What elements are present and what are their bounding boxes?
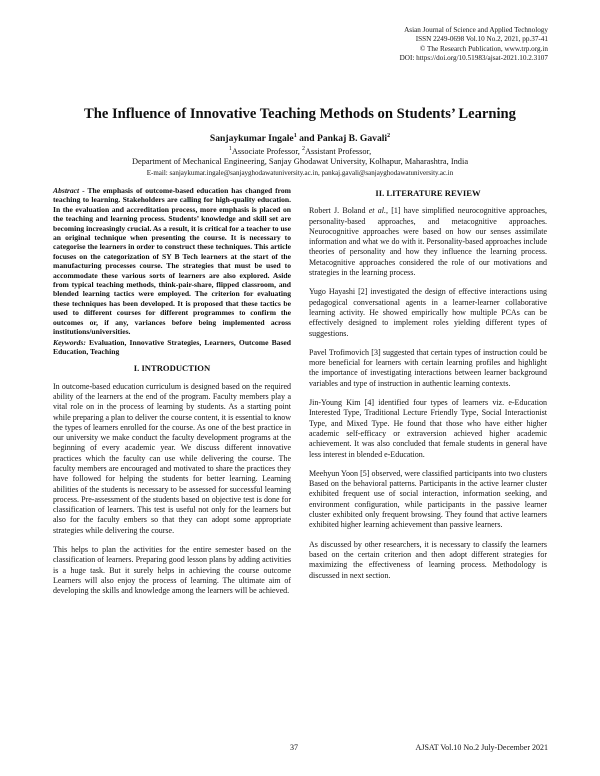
journal-issn: ISSN 2249-0698 Vol.10 No.2, 2021, pp.37-41 bbox=[415, 35, 548, 44]
paper-title: The Influence of Innovative Teaching Methods on Students’ Learning bbox=[84, 106, 516, 122]
introduction-heading: I. INTRODUCTION bbox=[133, 363, 211, 374]
lit-p1-etal: et al. bbox=[368, 206, 386, 216]
literature-paragraph-5: Meehyun Yoon [5] observed, were classified participants into two clusters Based on the behavioral patterns. Participants in the active learner cluster exhibited frequent use of social interaction, information seeking, and environment configuration, while participants in the passive learner cluster exhibited only frequent browsing. They found that active learners exhibited higher learning achievement than passive learners. bbox=[309, 468, 547, 530]
left-column bbox=[53, 186, 291, 597]
journal-doi[interactable]: DOI: https://doi.org/10.51983/ajsat-2021.10.2.3107 bbox=[399, 54, 548, 63]
author-department: Department of Mechanical Engineering, Sanjay Ghodawat University, Kolhapur, Maharashtra, India bbox=[131, 157, 469, 166]
author-2-sup: 2 bbox=[387, 133, 391, 139]
journal-name: Asian Journal of Science and Applied Technology bbox=[404, 26, 548, 34]
literature-review-heading: II. LITERATURE REVIEW bbox=[375, 188, 481, 198]
abstract bbox=[53, 186, 291, 337]
role-2: Assistant Professor, bbox=[304, 146, 372, 156]
lit-p1-text: , [1] have simplified neurocognitive approaches, personality-based approaches, and metacognitive approaches. Neurocognitive approaches were based on how our senses assimilate information and what we do with it. Personality-based approaches include theories of personality and how they influence the learning process. Metacognitive approaches considered the role of our motivations and strategies in the learning process. bbox=[309, 206, 548, 278]
abstract-label: Abstract bbox=[53, 186, 80, 195]
literature-paragraph-6: As discussed by other researchers, it is necessary to classify the learners based on the certain criterion and then adopt different strategies for maximizing the effectiveness of learning process. Methodology is discussed in next section. bbox=[309, 539, 547, 580]
role-1-sup: 1 bbox=[228, 146, 232, 152]
author-emails[interactable]: E-mail: sanjaykumar.ingale@sanjayghodawatuniversity.ac.in, pankaj.gavali@sanjayghodawatuniversity.ac.in bbox=[146, 169, 454, 177]
literature-paragraph-4: Jin-Young Kim [4] identified four types of learners viz. e-Education Interested Type, Traditional Lecture Friendly Type, Social Interactionist Type, and Mixed Type. He found that those who have either higher academic self-efficacy or extraversion achieved higher academic achievement. It was also concluded that female students in general have less interest in blended e-Education. bbox=[309, 398, 547, 459]
abstract-text: - The emphasis of outcome-based education has changed from teaching to learning. Stakeholders are calling for high-quality education. In the evaluation and accreditation process, more emphasis is placed on the teaching and learning process. Students’ knowledge and skill set are becoming increasingly crucial. As a result, it is critical for a teacher to use an original technique when presenting the course. It is necessary to categorise the learners in order to construct these techniques. This article focuses on the categorization of SY B Tech learners at the start of the manufacturing processes course. The strategies that must be used to accommodate these various sorts of learners are also explored. Aside from typical teaching methods, think-pair-share, flipped classroom, and blended learning tactics were employed. The criterion for evaluating these techniques has been developed. It is proposed that these tactics be used to different courses for different programmes to confirm the outcomes or, if any, variances before being implemented across institutions/universities. bbox=[53, 186, 291, 337]
author-roles bbox=[0, 146, 600, 156]
lit-p1-author: Robert J. Boland bbox=[309, 206, 369, 216]
page-number: 37 bbox=[290, 743, 298, 752]
author-connector: and bbox=[296, 133, 317, 145]
keywords-text: Evaluation, Innovative Strategies, Learners, Outcome Based Education, Teaching bbox=[53, 337, 291, 356]
literature-paragraph-1 bbox=[309, 206, 547, 278]
literature-paragraph-3: Pavel Trofimovich [3] suggested that certain types of instruction could be more beneficial for learners with certain learning profiles and highlight the importance of investigating interactions between learner background variables and type of instruction in authentic learning contexts. bbox=[309, 347, 547, 388]
introduction-paragraph-1: In outcome-based education curriculum is designed based on the required ability of the learners at the end of the program. Faculty members play a vital role on in the process of learning by students. As a starting point while preparing a plan to deliver the course content, it is essential to know the types of learners enrolled for the course. As one of the best practice in our university we make conduct the faculty development programs at the beginning of every academic year. We discuss different innovative practices which the faculty can use while delivering the course. The faculty members are encouraged and motivated to share the practices they have followed for helping the students for better learning. Learning abilities of the students is necessary to be assessed for successful learning process. Pre-assessment of the students based on objective test is done for classification of learners. This test is useful not only for the learners but also for the faculty embers so that they can adopt some appropriate strategies while delivering the course. bbox=[53, 381, 291, 535]
author-1: Sanjaykumar Ingale bbox=[209, 133, 294, 145]
right-column bbox=[309, 186, 547, 581]
keywords bbox=[53, 338, 291, 357]
role-2-sup: 2 bbox=[301, 146, 305, 152]
literature-paragraph-2: Yugo Hayashi [2] investigated the design of effective interactions using pedagogical conversational agents in a learner-learner collaborative learning activity. He showed empirically how multiple PCAs can be effectively designed to implement roles yielding different types of suggestions. bbox=[309, 287, 547, 338]
author-names bbox=[0, 133, 600, 144]
author-1-sup: 1 bbox=[293, 133, 297, 139]
keywords-label: Keywords: bbox=[53, 337, 86, 347]
journal-info bbox=[400, 26, 548, 64]
footer-journal: AJSAT Vol.10 No.2 July-December 2021 bbox=[415, 743, 548, 752]
introduction-paragraph-2: This helps to plan the activities for the entire semester based on the classification of learners. Preparing good lesson plans by adding activities is a huge task. But it surely helps in achieving the course outcome Learners will also enjoy the process of learning. The ultimate aim of developing the skills and knowledge among the learners will be achieved. bbox=[53, 545, 291, 596]
journal-publisher: © The Research Publication, www.trp.org.in bbox=[419, 44, 548, 53]
role-1: Associate Professor, bbox=[231, 146, 302, 156]
author-2: Pankaj B. Gavali bbox=[316, 133, 388, 145]
